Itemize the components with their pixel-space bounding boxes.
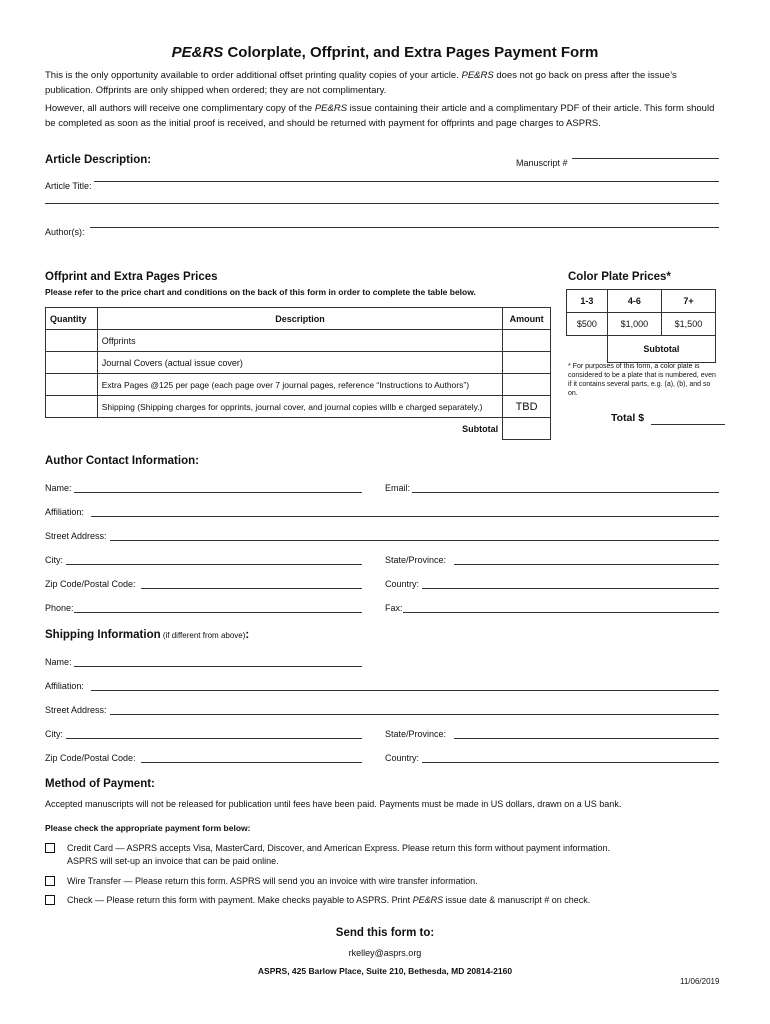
contact-state-label: State/Province: <box>385 555 447 565</box>
plates-1-3-header: 1-3 <box>567 290 608 313</box>
shipping-name-label: Name: <box>45 657 72 667</box>
contact-city-field[interactable] <box>66 564 362 565</box>
quantity-cell-offprints[interactable] <box>46 330 98 352</box>
contact-street-label: Street Address: <box>45 531 107 541</box>
check-checkbox[interactable] <box>45 895 55 905</box>
shipping-colon: : <box>245 629 250 641</box>
authors-field[interactable] <box>90 227 719 228</box>
contact-street-field[interactable] <box>110 540 719 541</box>
price-1-3: $500 <box>567 313 608 336</box>
contact-zip-field[interactable] <box>141 588 362 589</box>
description-cell: Extra Pages @125 per page (each page over 7 journal pages, reference “Instructions to Authors”) <box>97 374 502 396</box>
contact-affiliation-label: Affiliation: <box>45 507 84 517</box>
contact-fax-field[interactable] <box>403 612 719 613</box>
contact-city-label: City: <box>45 555 63 565</box>
intro-p1-text-b: does not go back on press after the issue’s publication. Offprints are only shipped when ordered; they are not complimentary. <box>45 70 677 96</box>
table-row <box>46 330 551 352</box>
shipping-city-field[interactable] <box>66 738 362 739</box>
shipping-country-field[interactable] <box>422 762 719 763</box>
contact-name-label: Name: <box>45 483 72 493</box>
intro-paragraph-1 <box>45 68 725 98</box>
contact-zip-label: Zip Code/Postal Code: <box>45 579 136 589</box>
shipping-heading: Shipping Information <box>45 629 161 641</box>
intro-p2-text-b: issue containing their article and a complimentary PDF of their article. This form should be completed as soon as the initial proof is received, and should be returned with payment for offprints and page charges to ASPRS. <box>45 103 715 129</box>
title-publication: PE&RS <box>171 44 224 61</box>
offprint-note: Please refer to the price chart and conditions on the back of this form in order to complete the table below. <box>45 287 476 297</box>
contact-email-field[interactable] <box>412 492 719 493</box>
shipping-zip-field[interactable] <box>141 762 362 763</box>
intro-paragraph-2 <box>45 101 725 131</box>
shipping-note: (if different from above) <box>160 631 246 640</box>
contact-phone-label: Phone: <box>45 603 74 613</box>
offprint-price-table <box>45 307 551 440</box>
price-7plus: $1,500 <box>661 313 715 336</box>
total-label: Total $ <box>611 412 645 424</box>
contact-email-label: Email: <box>385 483 411 493</box>
check-option <box>67 895 590 905</box>
credit-card-option-line-1: Credit Card — ASPRS accepts Visa, MasterCard, Discover, and American Express. Please return this form without payment information. <box>67 843 611 853</box>
shipping-country-label: Country: <box>385 753 420 763</box>
intro-p1-pub: PE&RS <box>461 70 494 81</box>
color-plate-heading: Color Plate Prices* <box>568 271 671 283</box>
wire-transfer-option: Wire Transfer — Please return this form. ASPRS will send you an invoice with wire transfer information. <box>67 876 478 886</box>
subtotal-row <box>46 418 551 440</box>
shipping-affiliation-label: Affiliation: <box>45 681 84 691</box>
credit-card-checkbox[interactable] <box>45 843 55 853</box>
shipping-street-label: Street Address: <box>45 705 107 715</box>
author-contact-heading: Author Contact Information: <box>45 455 199 467</box>
contact-country-field[interactable] <box>422 588 719 589</box>
quantity-header: Quantity <box>46 308 98 330</box>
offprint-heading: Offprint and Extra Pages Prices <box>45 271 218 283</box>
plates-7plus-header: 7+ <box>661 290 715 313</box>
color-plate-footnote: * For purposes of this form, a color plate is considered to be a plate that is numbered, even if it contains several parts, e.g. (a), (b), and so on. <box>568 363 716 397</box>
table-row <box>46 352 551 374</box>
color-plate-header-row <box>567 290 716 313</box>
plates-4-6-header: 4-6 <box>607 290 661 313</box>
quantity-cell-shipping[interactable] <box>46 396 98 418</box>
offprint-table-header <box>46 308 551 330</box>
article-title-field-line-2[interactable] <box>45 203 719 204</box>
subtotal-amount-field[interactable] <box>503 418 551 440</box>
color-plate-price-row <box>567 313 716 336</box>
payment-notice: Accepted manuscripts will not be released for publication until fees have been paid. Payments must be made in US dollars, drawn on a US bank. <box>45 799 622 809</box>
shipping-state-field[interactable] <box>454 738 719 739</box>
intro-p2-text-a: However, all authors will receive one complimentary copy of the <box>45 103 315 114</box>
color-plate-subtotal-row <box>567 336 716 363</box>
contact-country-label: Country: <box>385 579 420 589</box>
description-header: Description <box>97 308 502 330</box>
title-text: Colorplate, Offprint, and Extra Pages Payment Form <box>223 44 599 61</box>
page-title <box>0 44 770 61</box>
check-option-text-b: issue date & manuscript # on check. <box>443 895 591 905</box>
description-cell: Offprints <box>97 330 502 352</box>
shipping-name-field[interactable] <box>74 666 362 667</box>
intro-p1-text-a: This is the only opportunity available to order additional offset printing quality copies of your article. <box>45 70 462 81</box>
contact-name-field[interactable] <box>74 492 362 493</box>
description-cell: Journal Covers (actual issue cover) <box>97 352 502 374</box>
check-option-text-a: Check — Please return this form with payment. Make checks payable to ASPRS. Print <box>67 895 413 905</box>
article-title-label: Article Title: <box>45 181 92 191</box>
manuscript-label: Manuscript # <box>516 158 568 168</box>
table-row <box>46 374 551 396</box>
shipping-heading-line <box>45 629 249 641</box>
contact-phone-field[interactable] <box>74 612 362 613</box>
table-row <box>46 396 551 418</box>
description-cell: Shipping (Shipping charges for opprints, journal cover, and journal copies willb e charged separately.) <box>97 396 502 418</box>
amount-cell-shipping: TBD <box>503 396 551 418</box>
shipping-city-label: City: <box>45 729 63 739</box>
color-plate-subtotal-label[interactable]: Subtotal <box>607 336 715 363</box>
form-date: 11/06/2019 <box>680 977 720 986</box>
payment-instruction: Please check the appropriate payment form below: <box>45 823 251 833</box>
authors-label: Author(s): <box>45 227 85 237</box>
amount-cell-extra-pages[interactable] <box>503 374 551 396</box>
amount-cell-covers[interactable] <box>503 352 551 374</box>
article-description-heading: Article Description: <box>45 154 152 166</box>
price-4-6: $1,000 <box>607 313 661 336</box>
send-heading: Send this form to: <box>335 927 435 939</box>
color-plate-table <box>566 289 716 363</box>
subtotal-label: Subtotal <box>97 418 502 440</box>
quantity-cell-covers[interactable] <box>46 352 98 374</box>
shipping-affiliation-field[interactable] <box>91 690 719 691</box>
send-address: ASPRS, 425 Barlow Place, Suite 210, Bethesda, MD 20814-2160 <box>257 966 513 976</box>
article-title-field[interactable] <box>94 181 719 182</box>
contact-fax-label: Fax: <box>385 603 403 613</box>
contact-affiliation-field[interactable] <box>91 516 719 517</box>
total-field[interactable] <box>651 424 725 425</box>
shipping-state-label: State/Province: <box>385 729 447 739</box>
check-option-pub: PE&RS <box>412 895 444 905</box>
amount-cell-offprints[interactable] <box>503 330 551 352</box>
credit-card-option-line-2: ASPRS will set-up an invoice that can be paid online. <box>67 856 279 866</box>
wire-transfer-checkbox[interactable] <box>45 876 55 886</box>
quantity-cell-extra-pages[interactable] <box>46 374 98 396</box>
shipping-street-field[interactable] <box>110 714 719 715</box>
send-email: rkelley@asprs.org <box>348 948 422 958</box>
intro-p2-pub: PE&RS <box>314 103 348 114</box>
amount-header: Amount <box>503 308 551 330</box>
shipping-zip-label: Zip Code/Postal Code: <box>45 753 136 763</box>
payment-heading: Method of Payment: <box>45 778 155 790</box>
manuscript-field[interactable] <box>572 158 719 159</box>
contact-state-field[interactable] <box>454 564 719 565</box>
